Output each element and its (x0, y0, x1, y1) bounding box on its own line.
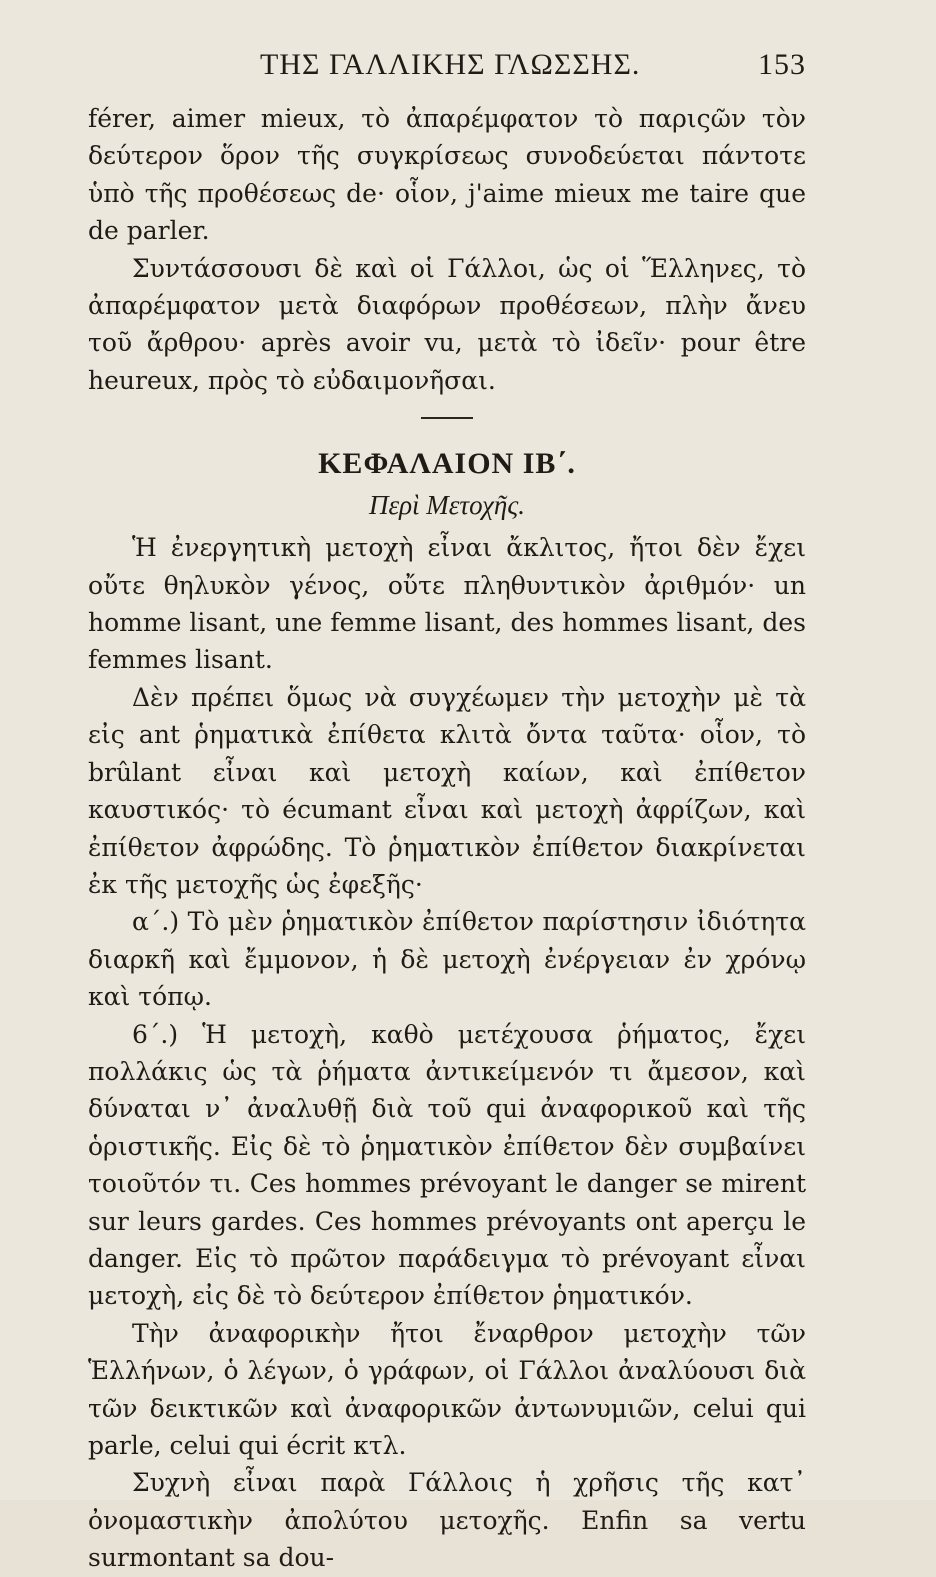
paragraph-point-a: α΄.) Τὸ μὲν ῥηματικὸν ἐπίθετον παρίστησιν ἰδιότητα διαρκῆ καὶ ἔμμονον, ἡ δὲ μετοχὴ ἐνέργειαν ἐν χρόνῳ καὶ τόπῳ. (88, 907, 806, 1012)
chapter-subtitle: Περὶ Μετοχῆς. (368, 490, 526, 521)
paragraph-point-b: 6΄.) Ἡ μετοχὴ, καθὸ μετέχουσα ῥήματος, ἔχει πολλάκις ὡς τὰ ῥήματα ἀντικείμενόν τι ἄμεσον, καὶ δύναται ν᾽ ἀναλυθῇ διὰ τοῦ qui ἀναφορικοῦ καὶ τῆς ὁριστικῆς. Εἰς δὲ τὸ ῥηματικὸν ἐπίθετον δὲν συμβαίνει τοιοῦτόν τι. Ces hommes prévoyant le danger se mirent sur leurs gardes. Ces hommes prévoyants ont aperçu le danger. Εἰς τὸ πρῶτον παράδειγμα τὸ prévoyant εἶναι μετοχὴ, εἰς δὲ τὸ δεύτερον ἐπίθετον ῥηματικόν. (88, 1019, 806, 1311)
paragraph-participle-invariable: Ἡ ἐνεργητικὴ μετοχὴ εἶναι ἄκλιτος, ἤτοι δὲν ἔχει οὔτε θηλυκὸν γένος, οὔτε πληθυντικὸν ἀριθμόν· un homme lisant, une femme lisant, des hommes lisant, des femmes lisant. (88, 533, 806, 675)
paragraph-relative-participle: Τὴν ἀναφορικὴν ἤτοι ἔναρθρον μετοχὴν τῶν Ἑλλήνων, ὁ λέγων, ὁ γράφων, οἱ Γάλλοι ἀναλύουσι διὰ τῶν δεικτικῶν καὶ ἀναφορικῶν ἀντωνυμιῶν, celui qui parle, celui qui écrit κτλ. (88, 1318, 806, 1460)
body-text (88, 100, 806, 1577)
section-divider (421, 417, 473, 419)
paragraph-absolute-participle: Συχνὴ εἶναι παρὰ Γάλλοις ἡ χρῆσις τῆς κατ᾽ ὀνομαστικὴν ἀπολύτου μετοχῆς. Enfin sa vertu surmontant sa dou- (88, 1468, 806, 1573)
running-title: ΤΗΣ ΓΑΛΛΙΚΗΣ ΓΛΩΣΣΗΣ. (260, 48, 641, 81)
running-head (88, 48, 806, 92)
page-number: 153 (758, 48, 806, 81)
paragraph-continuation: férer, aimer mieux, τὸ ἀπαρέμφατον τὸ παριςῶν τὸν δεύτερον ὅρον τῆς συγκρίσεως συνοδεύεται πάντοτε ὑπὸ τῆς προθέσεως de· οἷον, j'aime mieux me taire que de parler. (88, 104, 806, 246)
chapter-heading: ΚΕΦΑΛΑΙΟΝ ΙΒ΄. (318, 447, 576, 481)
paragraph-syntax: Συντάσσουσι δὲ καὶ οἱ Γάλλοι, ὡς οἱ Ἕλληνες, τὸ ἀπαρέμφατον μετὰ διαφόρων προθέσεων, πλὴν ἄνευ τοῦ ἄρθρου· après avoir vu, μετὰ τὸ ἰδεῖν· pour être heureux, πρὸς τὸ εὐδαιμονῆσαι. (88, 253, 806, 395)
paragraph-verbal-adjective: Δὲν πρέπει ὅμως νὰ συγχέωμεν τὴν μετοχὴν μὲ τὰ εἰς ant ῥηματικὰ ἐπίθετα κλιτὰ ὄντα ταῦτα· οἷον, τὸ brûlant εἶναι καὶ μετοχὴ καίων, καὶ ἐπίθετον καυστικός· τὸ écumant εἶναι καὶ μετοχὴ ἀφρίζων, καὶ ἐπίθετον ἀφρώδης. Τὸ ῥηματικὸν ἐπίθετον διακρίνεται ἐκ τῆς μετοχῆς ὡς ἐφεξῆς· (88, 682, 806, 899)
